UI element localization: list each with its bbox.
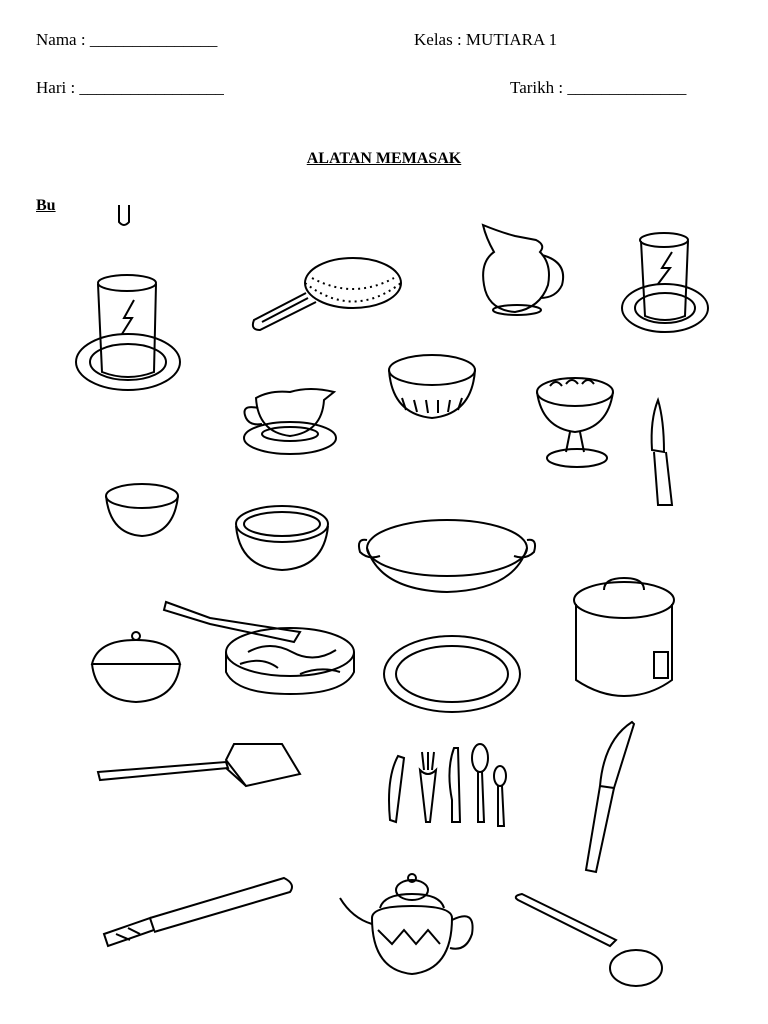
day-field-label: Hari : _________________	[36, 78, 224, 97]
knife-icon	[652, 400, 672, 505]
teacup-icon	[244, 389, 336, 454]
spatula-icon	[98, 744, 300, 786]
strainer-icon	[253, 258, 401, 330]
covered-bowl-icon	[92, 632, 180, 702]
wok-icon	[359, 520, 535, 592]
plate-icon	[384, 636, 520, 712]
cutlery-set-icon	[389, 744, 506, 826]
knife-icon	[104, 878, 292, 946]
dessert-cup-icon	[537, 378, 613, 467]
small-bowl-icon	[106, 484, 178, 536]
teapot-icon	[340, 874, 473, 974]
bowl-icon	[236, 506, 328, 570]
glass-on-saucer-icon	[76, 275, 180, 390]
rice-cooker-icon	[574, 578, 674, 696]
instruction-text: Bu	[36, 197, 56, 214]
date-field-label: Tarikh : ______________	[510, 78, 687, 97]
class-label: Kelas : MUTIARA 1	[414, 30, 558, 49]
jug-icon	[483, 225, 563, 315]
hook-icon	[119, 205, 129, 225]
knife-icon	[586, 722, 634, 872]
worksheet-title: ALATAN MEMASAK	[306, 150, 462, 167]
ladle-icon	[516, 894, 662, 986]
glass-on-saucer-icon	[622, 233, 708, 332]
knife-on-board-icon	[164, 602, 354, 694]
bowl-icon	[389, 355, 475, 418]
name-field-label: Nama : _______________	[36, 30, 218, 49]
